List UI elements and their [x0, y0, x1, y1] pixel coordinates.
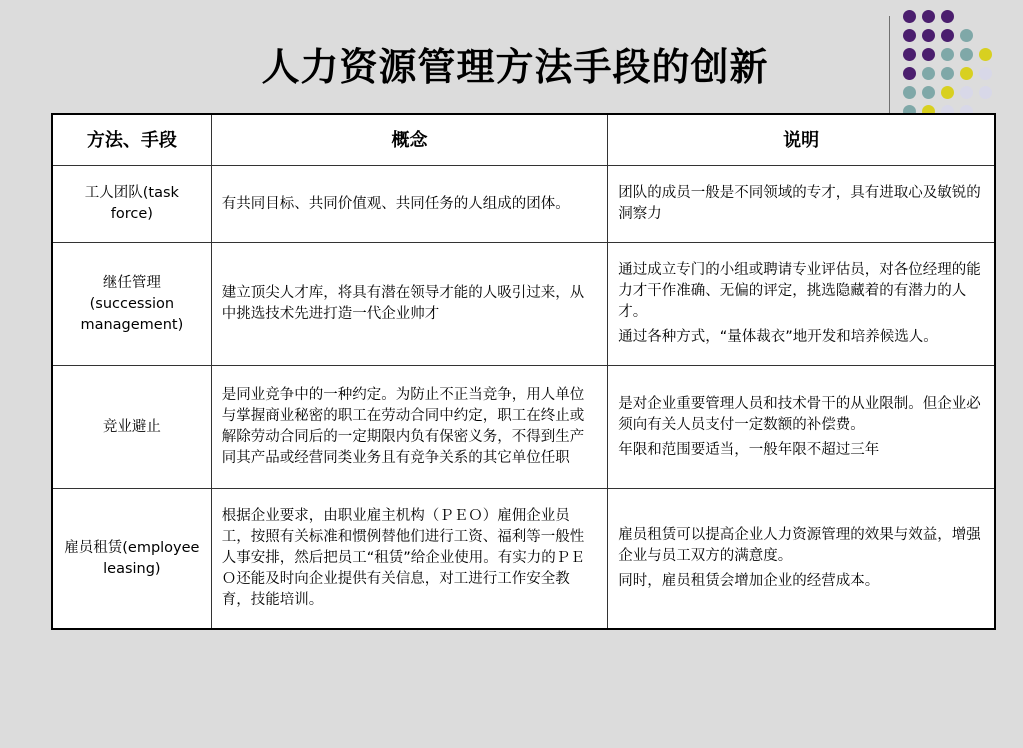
note-text: 通过成立专门的小组或聘请专业评估员，对各位经理的能力才干作准确、无偏的评定，挑选隐藏着的有潜力的人才。: [618, 262, 981, 320]
method-cell: 竞业避止: [52, 366, 211, 489]
decorative-dot: [941, 86, 954, 99]
decorative-dot: [903, 67, 916, 80]
header-concept: 概念: [211, 114, 608, 166]
decorative-dot: [903, 48, 916, 61]
table-header-row: [52, 114, 995, 166]
method-cell: 继任管理(succession management): [52, 243, 211, 366]
decorative-dot: [922, 86, 935, 99]
decorative-dot: [960, 48, 973, 61]
decorative-dot: [941, 29, 954, 42]
concept-cell: 建立顶尖人才库，将具有潜在领导才能的人吸引过来，从中挑选技术先进打造一代企业帅才: [211, 243, 608, 366]
decorative-dot: [979, 67, 992, 80]
concept-cell: 是同业竞争中的一种约定。为防止不正当竞争，用人单位与掌握商业秘密的职工在劳动合同中约定，职工在终止或解除劳动合同后的一定期限内负有保密义务，不得到生产同其产品或经营同类业务且有竞争关系的其它单位任职: [211, 366, 608, 489]
decorative-dot: [941, 67, 954, 80]
notes-cell: [608, 166, 995, 243]
decorative-dot: [903, 29, 916, 42]
decorative-dot: [903, 10, 916, 23]
decorative-dot: [922, 29, 935, 42]
note-text: 同时，雇员租赁会增加企业的经营成本。: [618, 573, 880, 589]
page-title: 人力资源管理方法手段的创新: [261, 44, 769, 89]
decorative-dot: [922, 10, 935, 23]
concept-cell: 有共同目标、共同价值观、共同任务的人组成的团体。: [211, 166, 608, 243]
notes-cell: [608, 366, 995, 489]
method-cell: 雇员租赁(employee leasing): [52, 489, 211, 630]
method-cell: 工人团队(task force): [52, 166, 211, 243]
table-row: [52, 366, 995, 489]
header-notes: 说明: [608, 114, 995, 166]
decorative-dot: [922, 67, 935, 80]
note-text: 通过各种方式，“量体裁衣”地开发和培养候选人。: [618, 329, 938, 345]
decorative-dot: [979, 86, 992, 99]
table-row: [52, 489, 995, 630]
header-method: 方法、手段: [52, 114, 211, 166]
concept-cell: 根据企业要求，由职业雇主机构（ＰＥＯ）雇佣企业员工，按照有关标准和惯例替他们进行工资、福利等一般性人事安排，然后把员工“租赁”给企业使用。有实力的ＰＥＯ还能及时向企业提供有关信息，对工进行工作安全教育，技能培训。: [211, 489, 608, 630]
note-text: 团队的成员一般是不同领域的专才，具有进取心及敏锐的洞察力: [618, 185, 981, 222]
decorative-dot: [979, 48, 992, 61]
note-text: 是对企业重要管理人员和技术骨干的从业限制。但企业必须向有关人员支付一定数额的补偿费。: [618, 395, 981, 433]
methods-table: [51, 113, 996, 630]
decorative-dot: [941, 48, 954, 61]
decorative-dot: [941, 10, 954, 23]
decorative-dot: [922, 48, 935, 61]
decorative-dot: [960, 86, 973, 99]
note-text: 雇员租赁可以提高企业人力资源管理的效果与效益，增强企业与员工双方的满意度。: [618, 527, 981, 564]
notes-cell: [608, 243, 995, 366]
note-text: 年限和范围要适当，一般年限不超过三年: [618, 441, 880, 458]
decorative-dot: [960, 29, 973, 42]
decorative-dot: [903, 86, 916, 99]
table-row: [52, 243, 995, 366]
decorative-dot: [960, 67, 973, 80]
notes-cell: [608, 489, 995, 630]
table-row: [52, 166, 995, 243]
